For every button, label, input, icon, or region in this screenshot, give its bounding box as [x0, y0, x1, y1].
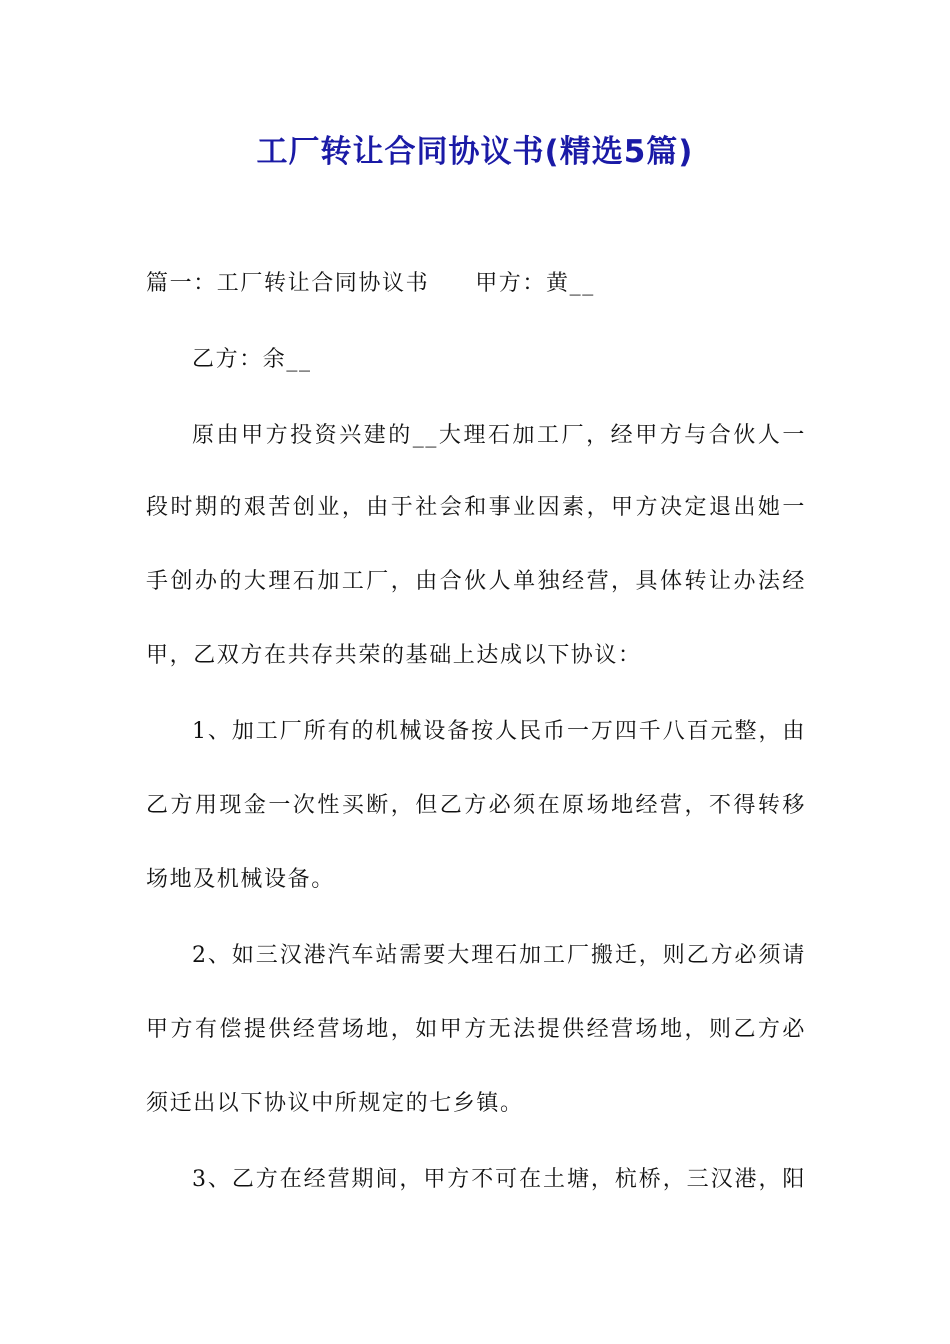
- paragraph-line: 原由甲方投资兴建的__大理石加工厂，经甲方与合伙人一: [192, 423, 806, 448]
- clause-1-line: 场地及机械设备。: [146, 867, 335, 892]
- clause-2-line: 甲方有偿提供经营场地，如甲方无法提供经营场地，则乙方必: [146, 1017, 806, 1042]
- clause-2-line: 2、如三汉港汽车站需要大理石加工厂搬迁，则乙方必须请: [192, 943, 806, 968]
- party-a: 甲方：黄__: [475, 271, 595, 296]
- part-heading: 篇一：工厂转让合同协议书: [146, 271, 430, 296]
- paragraph-line: 段时期的艰苦创业，由于社会和事业因素，甲方决定退出她一: [146, 495, 806, 520]
- heading-line: [146, 268, 806, 300]
- clause-1-line: 1、加工厂所有的机械设备按人民币一万四千八百元整，由: [192, 719, 806, 744]
- clause-1-line: 乙方用现金一次性买断，但乙方必须在原场地经营，不得转移: [146, 793, 806, 818]
- paragraph-line: 手创办的大理石加工厂，由合伙人单独经营，具体转让办法经: [146, 569, 806, 594]
- clause-2-line: 须迁出以下协议中所规定的七乡镇。: [146, 1091, 524, 1116]
- clause-3-line: 3、乙方在经营期间，甲方不可在土塘，杭桥，三汉港，阳: [192, 1167, 806, 1192]
- party-b: 乙方：余__: [192, 347, 312, 372]
- document-title: 工厂转让合同协议书(精选5篇): [256, 134, 694, 170]
- paragraph-line: 甲，乙双方在共存共荣的基础上达成以下协议：: [146, 643, 642, 668]
